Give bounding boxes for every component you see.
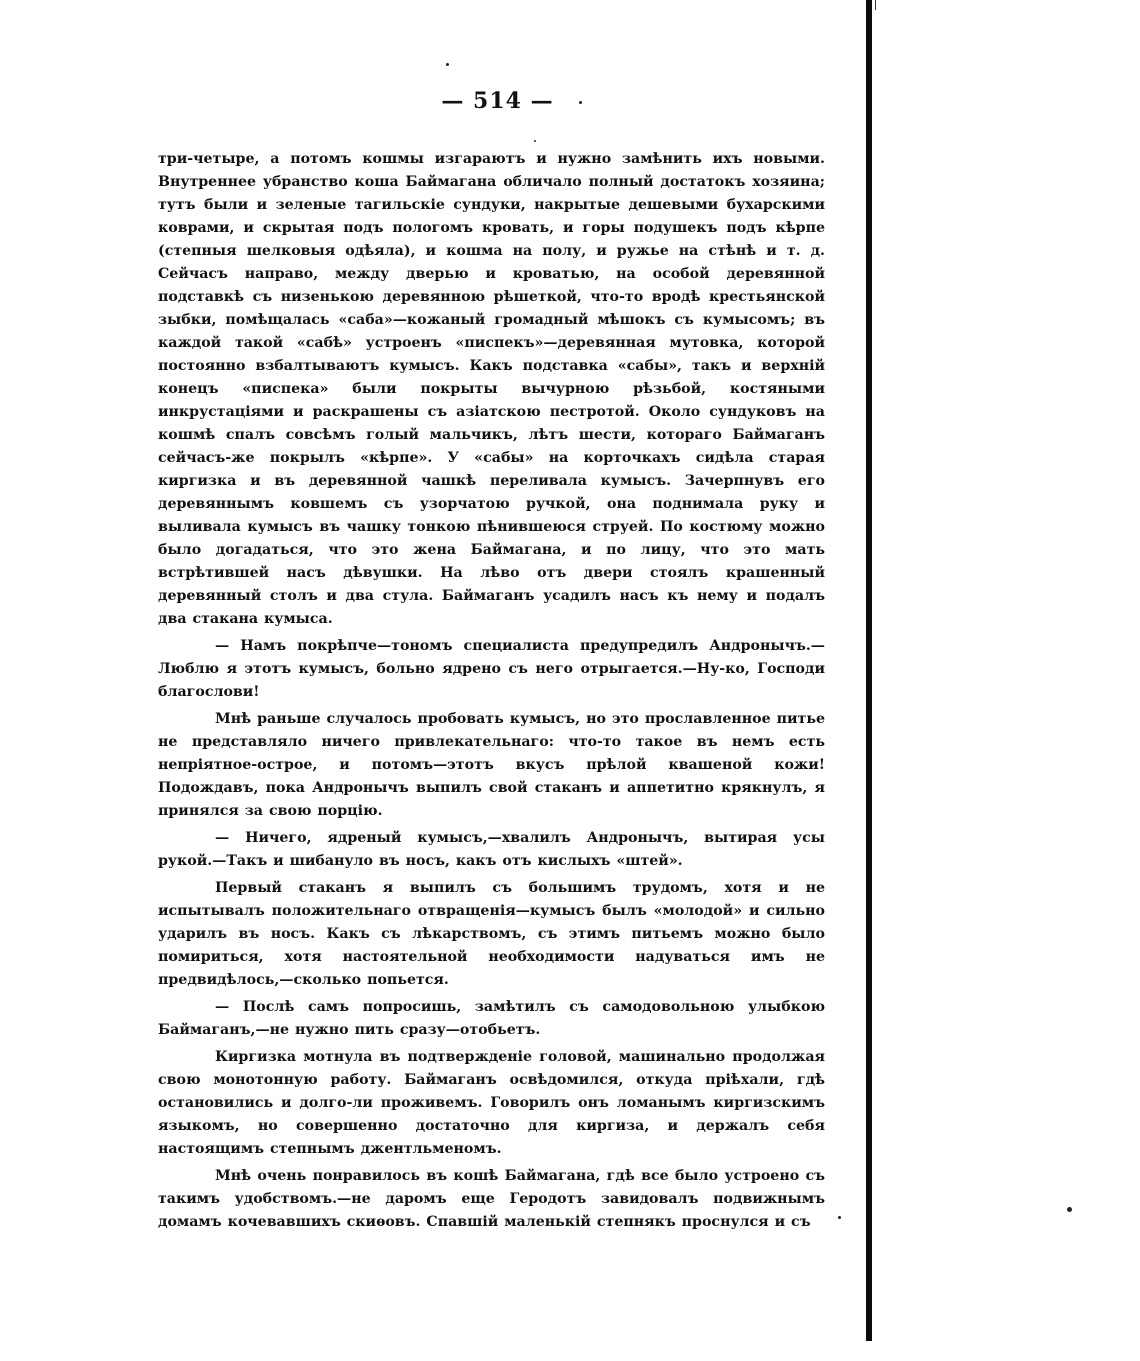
scan-speck bbox=[1067, 1207, 1072, 1212]
scan-speck bbox=[838, 1216, 841, 1219]
paragraph-5: Первый стаканъ я выпилъ съ большимъ трудомъ, хотя и не испытывалъ положительнаго отвращенія—кумысъ былъ «молодой» и сильно ударилъ въ носъ. Какъ съ лѣкарствомъ, съ этимъ питьемъ можно было помириться, хотя настоятельной необходимости надуваться имъ не предвидѣлось,—сколько попьется. bbox=[158, 880, 825, 988]
page-edge-mark bbox=[875, 0, 876, 10]
scan-speck bbox=[579, 101, 582, 104]
body-text bbox=[158, 148, 825, 1234]
paragraph-2: — Намъ покрѣпче—тономъ специалиста предупредилъ Андронычъ.— Люблю я этотъ кумысъ, больно ядрено съ него отрыгается.—Ну-ко, Господи благослови! bbox=[158, 638, 825, 700]
page-number: — 514 — bbox=[441, 88, 554, 114]
paragraph-6: — Послѣ самъ попросишь, замѣтилъ съ самодовольною улыбкою Баймаганъ,—не нужно пить сразу—отобьетъ. bbox=[158, 999, 825, 1038]
paragraph-1: три-четыре, а потомъ кошмы изгараютъ и нужно замѣнить ихъ новыми. Внутреннее убранство коша Баймагана обличало полный достатокъ хозяина; тутъ были и зеленые тагильскіе сундуки, накрытые дешевыми бухарскими коврами, и скрытая подъ пологомъ кровать, и горы подушекъ подъ кѣрпе (степныя шелковыя одѣяла), и кошма на полу, и ружье на стѣнѣ и т. д. Сейчасъ направо, между дверью и кроватью, на особой деревянной подставкѣ съ низенькою деревянною рѣшеткой, что-то вродѣ крестьянской зыбки, помѣщалась «саба»—кожаный громадный мѣшокъ съ кумысомъ; въ каждой такой «сабѣ» устроенъ «писпекъ»—деревянная мутовка, которой постоянно взбалтываютъ кумысъ. Какъ подставка «сабы», такъ и верхній конецъ «писпека» были покрыты вычурною рѣзьбой, костяными инкрустаціями и раскрашены съ азіатскою пестротой. Около сундуковъ на кошмѣ спалъ совсѣмъ голый мальчикъ, лѣтъ шести, котораго Баймаганъ сейчасъ-же покрылъ «кѣрпе». У «сабы» на корточкахъ сидѣла старая киргизка и въ деревянной чашкѣ переливала кумысъ. Зачерпнувъ его деревяннымъ ковшемъ съ узорчатою ручкой, она поднимала руку и выливала кумысъ въ чашку тонкою пѣнившеюся струей. По костюму можно было догадаться, что это жена Баймагана, и по лицу, что это мать встрѣтившей насъ дѣвушки. На лѣво отъ двери стоялъ крашенный деревянный столъ и два стула. Баймаганъ усадилъ насъ къ нему и подалъ два стакана кумыса. bbox=[158, 151, 825, 627]
paragraph-3: Мнѣ раньше случалось пробовать кумысъ, но это прославленное питье не представляло ничего привлекательнаго: что-то такое въ немъ есть непріятное-острое, и потомъ—этотъ вкусъ прѣлой квашеной кожи! Подождавъ, пока Андронычъ выпилъ свой стаканъ и аппетитно крякнулъ, я принялся за свою порцію. bbox=[158, 711, 825, 819]
paragraph-4: — Ничего, ядреный кумысъ,—хвалилъ Андронычъ, вытирая усы рукой.—Такъ и шибануло въ носъ, какъ отъ кислыхъ «штей». bbox=[158, 830, 825, 869]
scan-speck bbox=[534, 140, 536, 142]
paragraph-7: Киргизка мотнула въ подтвержденіе головой, машинально продолжая свою монотонную работу. Баймаганъ освѣдомился, откуда пріѣхали, гдѣ остановились и долго-ли проживемъ. Говорилъ онъ ломанымъ киргизскимъ языкомъ, но совершенно достаточно для киргиза, и держалъ себя настоящимъ степнымъ джентльменомъ. bbox=[158, 1049, 825, 1157]
page-edge-shadow bbox=[866, 0, 872, 1341]
scan-speck bbox=[446, 63, 449, 66]
paragraph-8: Мнѣ очень понравилось въ кошѣ Баймагана, гдѣ все было устроено съ такимъ удобствомъ.—не даромъ еще Геродотъ завидовалъ подвижнымъ домамъ кочевавшихъ скиѳовъ. Спавшій маленькій степнякъ проснулся и съ bbox=[158, 1168, 825, 1230]
